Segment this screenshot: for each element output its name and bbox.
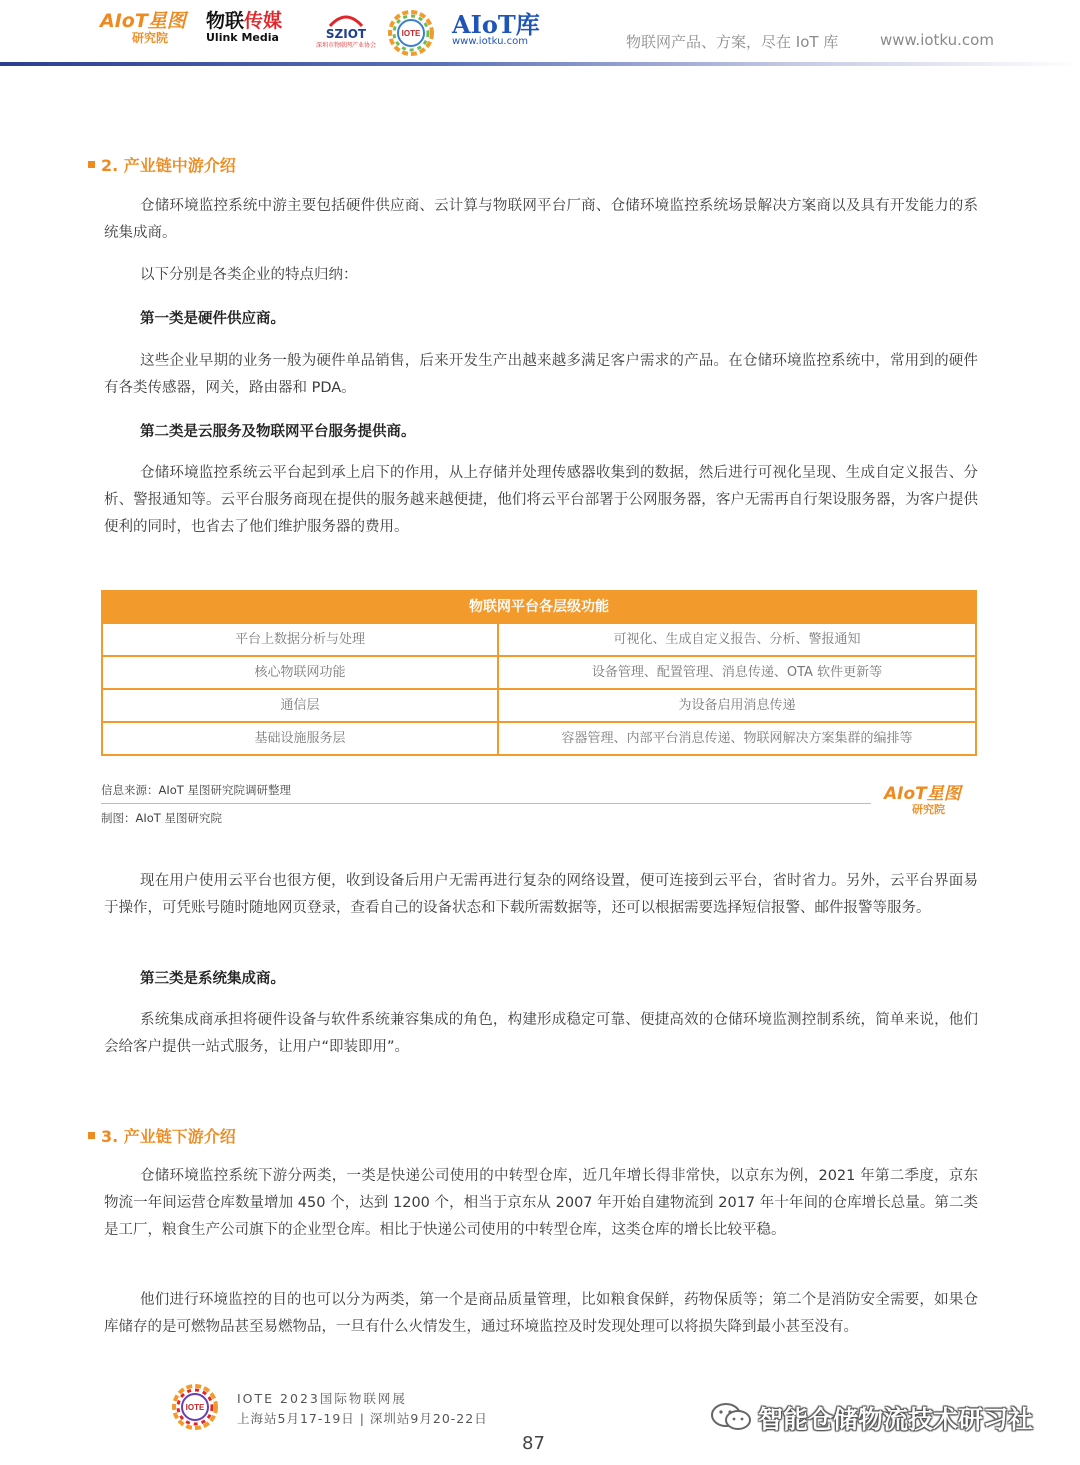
watermark-text: 智能仓储物流技术研习社 [758,1405,1034,1434]
table-title: 物联网平台各层级功能 [103,592,975,622]
table-cell-function: 设备管理、配置管理、消息传递、OTA 软件更新等 [591,665,883,680]
table-cell-layer: 核心物联网功能 [103,657,499,688]
aiot-badge-logo: AIoT星图 研究院 [884,784,961,816]
section-3-title: 3. 产业链下游介绍 [88,1124,236,1147]
section-3-para-2: 他们进行环境监控的目的也可以分为两类，第一个是商品质量管理，比如粮食保鲜，药物保质等；第二个是消防安全需要，如果仓库储存的是可燃物品甚至易燃物品，一旦有什么火情发生，通过环境监控及时发现处理可以将损失降到最小甚至没有。 [104,1292,978,1335]
table-cell-function: 可视化、生成自定义报告、分析、警报通知 [613,632,861,647]
category-1-text: 这些企业早期的业务一般为硬件单品销售，后来开发生产出越来越多满足客户需求的产品。在仓储环境监控系统中，常用到的硬件有各类传感器，网关，路由器和 PDA。 [104,353,978,396]
table-source: 信息来源：AIoT 星图研究院调研整理 [101,783,291,797]
page-number: 87 [522,1433,545,1454]
table-row [103,688,975,721]
category-3-text: 系统集成商承担将硬件设备与软件系统兼容集成的角色，构建形成稳定可靠、便捷高效的仓储环境监测控制系统，简单来说，他们会给客户提供一站式服务，让用户“即装即用”。 [104,1012,978,1055]
category-2-title: 第二类是云服务及物联网平台服务提供商。 [140,424,416,440]
sziot-arc-icon [326,12,366,28]
bullet-square-icon [88,1132,95,1139]
cloud-usage-text: 现在用户使用云平台也很方便，收到设备后用户无需再进行复杂的网络设置，便可连接到云平台，省时省力。另外，云平台界面易于操作，可凭账号随时随地网页登录，查看自己的设备状态和下载所需数据等，还可以根据需要选择短信报警、邮件报警等服务。 [104,873,978,916]
bullet-square-icon [88,161,95,168]
section-3-para-1: 仓储环境监控系统下游分两类，一类是快递公司使用的中转型仓库，近几年增长得非常快，以京东为例，2021 年第二季度，京东物流一年间运营仓库数量增加 450 个，达到 1200 个，相当于京东从 2007 年开始自建物流到 2017 年十年间的仓库增长总量。第二类是工厂，粮食生产公司旗下的企业型仓库。相比于快递公司使用的中转型仓库，这类仓库的增长比较平稳。 [104,1168,978,1238]
header-slogan: 物联网产品、方案，尽在 IoT 库 [626,33,839,51]
ulink-media-logo: 物联传媒 Ulink Media [206,10,283,44]
section-2-intro: 仓储环境监控系统中游主要包括硬件供应商、云计算与物联网平台厂商、仓储环境监控系统场景解决方案商以及具有开发能力的系统集成商。 [104,198,978,241]
page-header [0,0,1080,66]
table-row [103,622,975,655]
svg-text:IOTE: IOTE [185,1403,205,1412]
table-cell-function: 为设备启用消息传递 [678,698,796,713]
table-row [103,655,975,688]
header-divider [0,62,1080,66]
iot-platform-layers-table [101,590,977,756]
table-cell-function: 容器管理、内部平台消息传递、物联网解决方案集群的编排等 [561,731,913,746]
table-made-by: 制图：AIoT 星图研究院 [101,811,222,825]
table-row [103,721,975,754]
table-cell-layer: 基础设施服务层 [103,723,499,754]
sziot-logo: SZIOT 深圳市物联网产业协会 [316,12,376,49]
svg-text:IOTE: IOTE [401,29,421,38]
source-divider [101,803,871,804]
category-3-title: 第三类是系统集成商。 [140,971,285,987]
header-url-link[interactable]: www.iotku.com [880,31,994,49]
iote-logo [388,10,434,56]
expo-title: IOTE 2023国际物联网展 [237,1391,407,1406]
category-1-title: 第一类是硬件供应商。 [140,311,285,327]
category-2-text: 仓储环境监控系统云平台起到承上启下的作用，从上存储并处理传感器收集到的数据，然后进行可视化呈现、生成自定义报告、分析、警报通知等。云平台服务商现在提供的服务越来越便捷，他们将云平台部署于公网服务器，客户无需再自行架设服务器，为客户提供便利的同时，也省去了他们维护服务器的费用。 [104,465,978,535]
aiot-logo: AIoT星图 研究院 [100,10,186,45]
wechat-icon [710,1402,754,1432]
table-cell-layer: 通信层 [103,690,499,721]
expo-dates: 上海站5月17-19日 | 深圳站9月20-22日 [237,1411,488,1426]
iote-footer-logo [172,1384,218,1430]
summary-lead: 以下分别是各类企业的特点归纳： [140,267,358,283]
section-2-title: 2. 产业链中游介绍 [88,153,236,176]
iotku-logo: AIoT库 www.iotku.com [452,10,540,48]
table-cell-layer: 平台上数据分析与处理 [103,624,499,655]
